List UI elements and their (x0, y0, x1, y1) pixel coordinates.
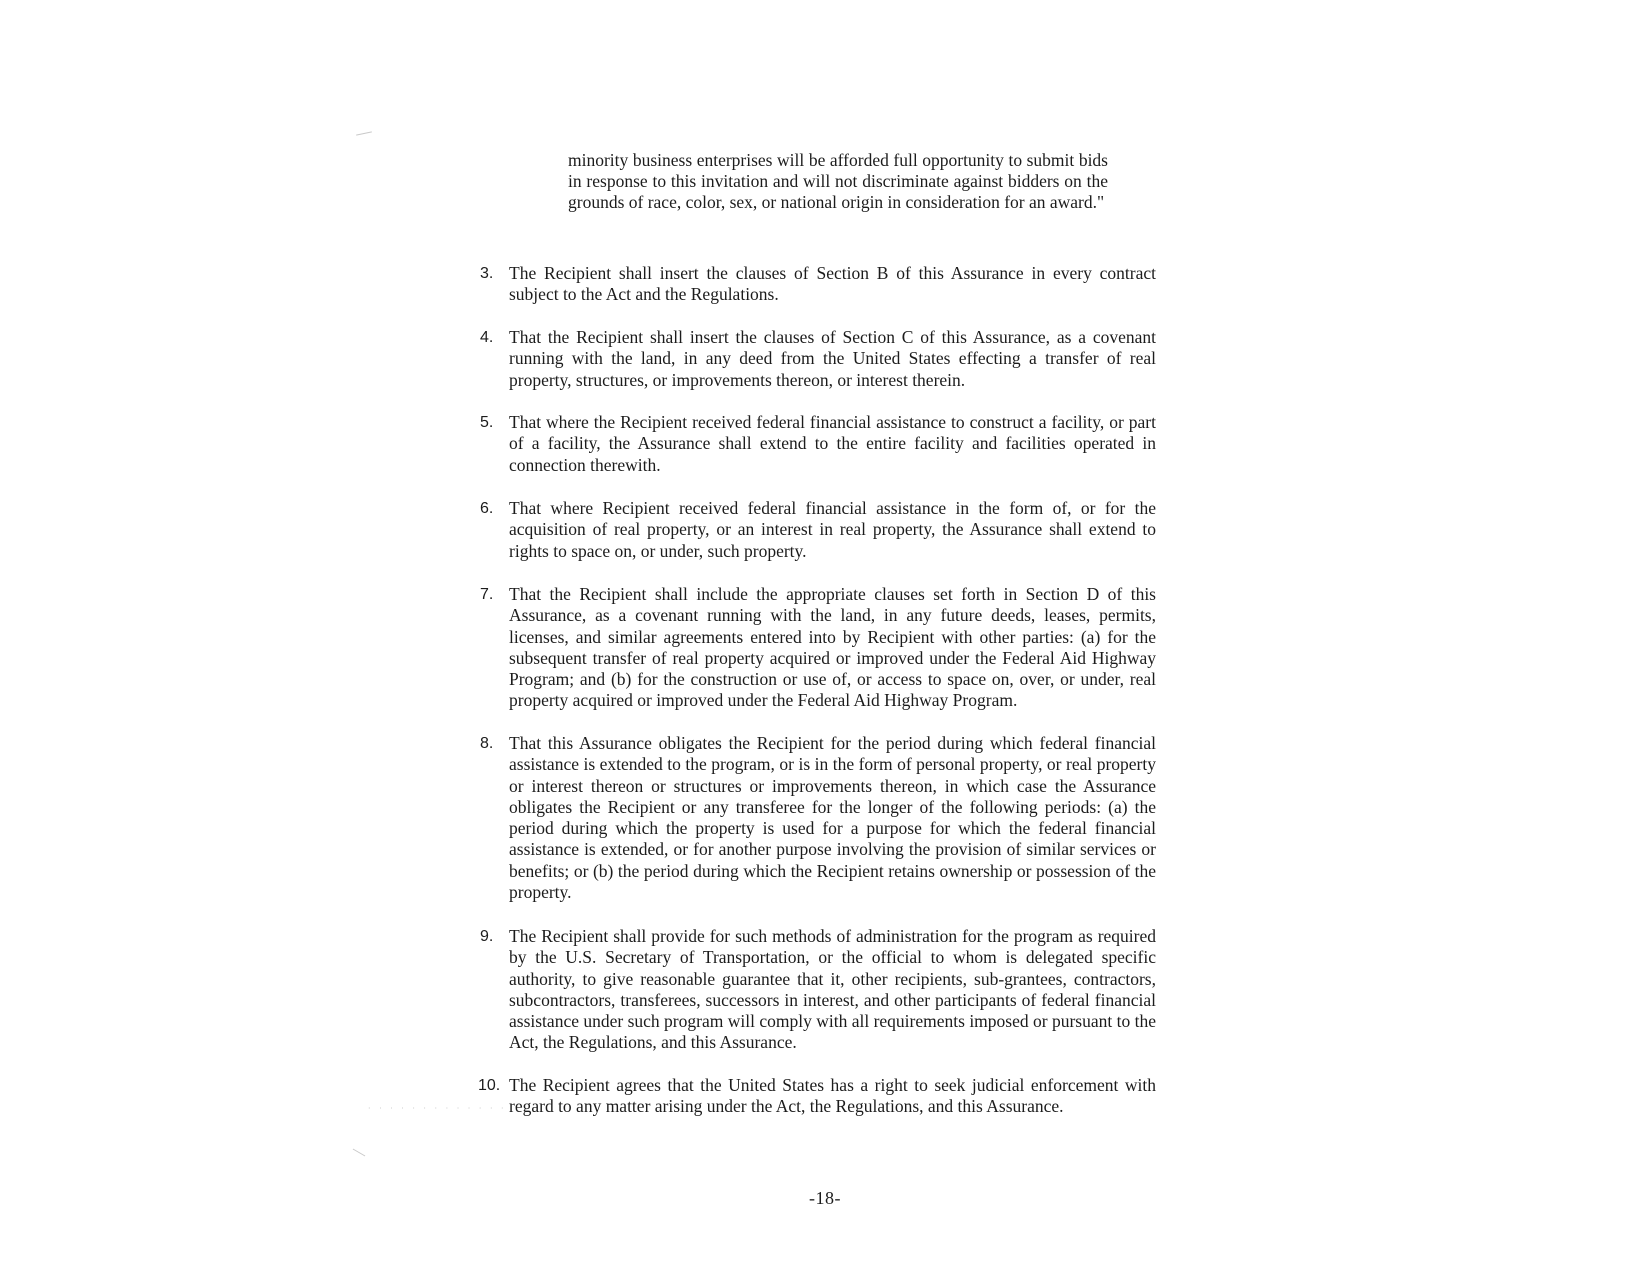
scan-dots: · · · · · · · · · · · · · (368, 1104, 507, 1113)
list-item-9 (480, 926, 1156, 1054)
list-item-5 (480, 412, 1156, 476)
list-item-number: 10. (478, 1077, 501, 1094)
list-item-text: The Recipient agrees that the United States has a right to seek judicial enforcement with regard to any matter arising under the Act, the Regulations, and this Assurance. (509, 1075, 1156, 1117)
list-item-number: 8. (480, 735, 494, 752)
list-item-number: 3. (480, 265, 494, 282)
list-item-number: 9. (480, 928, 494, 945)
list-item-text: The Recipient shall provide for such methods of administration for the program as required by the U.S. Secretary of Transportation, or the official to whom is delegated specific authority, to give reasonable guarantee that it, other recipients, sub-grantees, contractors, subcontractors, transferees, successors in interest, and other participants of federal financial assistance under such program will comply with all requirements imposed or pursuant to the Act, the Regulations, and this Assurance. (509, 926, 1156, 1053)
list-item-text: That the Recipient shall insert the clauses of Section C of this Assurance, as a covenant running with the land, in any deed from the United States effecting a transfer of real property, structures, or improvements thereon, or interest therein. (509, 327, 1156, 390)
scan-mark (356, 131, 372, 135)
list-item-number: 7. (480, 586, 494, 603)
list-item-text: That where Recipient received federal financial assistance in the form of, or for the acquisition of real property, or an interest in real property, the Assurance shall extend to rights to space on, or under, such property. (509, 498, 1156, 561)
list-item-6 (480, 498, 1156, 562)
list-item-8 (480, 733, 1156, 903)
page-number: -18- (809, 1188, 841, 1208)
list-item-7 (480, 584, 1156, 712)
list-item-number: 5. (480, 414, 494, 431)
list-item-3 (480, 263, 1156, 306)
list-item-text: That where the Recipient received federal financial assistance to construct a facility, or part of a facility, the Assurance shall extend to the entire facility and facilities operated in connection therewith. (509, 412, 1156, 475)
list-item-text: That the Recipient shall include the appropriate clauses set forth in Section D of this Assurance, as a covenant running with the land, in any future deeds, leases, permits, licenses, and similar agreements entered into by Recipient with other parties: (a) for the subsequent transfer of real property acquired or improved under the Federal Aid Highway Program; and (b) for the construction or use of, or access to space on, over, or under, real property acquired or improved under the Federal Aid Highway Program. (509, 584, 1156, 711)
continuation-paragraph: minority business enterprises will be afforded full opportunity to submit bids in response to this invitation and will not discriminate against bidders on the grounds of race, color, sex, or national origin in consideration for an award." (568, 150, 1108, 212)
list-item-text: The Recipient shall insert the clauses of Section B of this Assurance in every contract subject to the Act and the Regulations. (509, 263, 1156, 305)
list-item-10 (480, 1075, 1156, 1118)
list-item-number: 6. (480, 500, 494, 517)
list-item-text: That this Assurance obligates the Recipient for the period during which federal financial assistance is extended to the program, or is in the form of personal property, or real property or interest thereon or structures or improvements thereon, in which case the Assurance obligates the Recipient or any transferee for the longer of the following periods: (a) the period during which the property is used for a purpose for which the federal financial assistance is extended, or for another purpose involving the provision of similar services or benefits; or (b) the period during which the Recipient retains ownership or possession of the property. (509, 733, 1156, 903)
list-item-4 (480, 327, 1156, 391)
scan-mark (353, 1149, 366, 1157)
list-item-number: 4. (480, 329, 494, 346)
